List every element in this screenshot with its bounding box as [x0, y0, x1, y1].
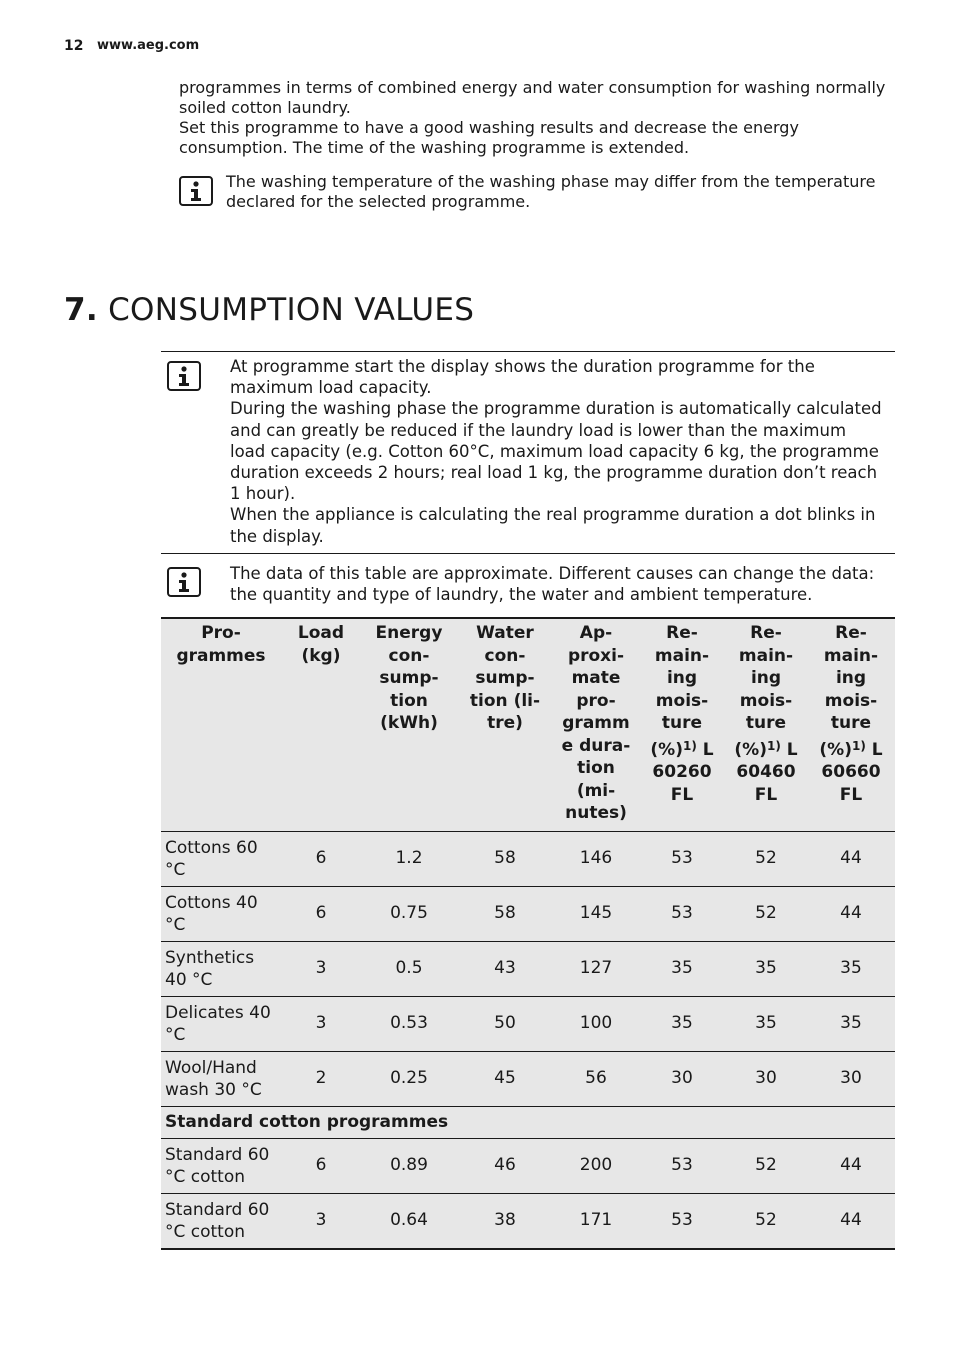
table-row — [161, 1051, 895, 1106]
value-cell: 146 — [553, 831, 639, 886]
value-cell: 3 — [281, 996, 361, 1051]
value-cell: 0.64 — [361, 1193, 457, 1249]
value-cell: 46 — [457, 1138, 553, 1193]
info-box-approximate — [161, 553, 895, 614]
table-row — [161, 1193, 895, 1249]
programme-cell: Delicates 40 °C — [161, 996, 281, 1051]
header-load: Load (kg) — [281, 618, 361, 831]
programme-cell: Standard 60 °C cotton — [161, 1138, 281, 1193]
programme-cell: Wool/Hand wash 30 °C — [161, 1051, 281, 1106]
value-cell: 127 — [553, 941, 639, 996]
header-moisture-2: Re-main-ing mois-ture (%)$^{1)}$ L 60460 FL — [725, 618, 807, 831]
value-cell: 56 — [553, 1051, 639, 1106]
table-row — [161, 831, 895, 886]
value-cell: 44 — [807, 1138, 895, 1193]
value-cell: 3 — [281, 1193, 361, 1249]
value-cell: 38 — [457, 1193, 553, 1249]
website-url: www.aeg.com — [97, 38, 200, 53]
value-cell: 0.53 — [361, 996, 457, 1051]
note-text: The washing temperature of the washing phase may differ from the temperature declared for the selected programme. — [226, 172, 876, 211]
value-cell: 44 — [807, 831, 895, 886]
programme-cell: Cottons 40 °C — [161, 886, 281, 941]
table-row — [161, 941, 895, 996]
value-cell: 35 — [807, 996, 895, 1051]
value-cell: 44 — [807, 886, 895, 941]
info-paragraph: At programme start the display shows the duration programme for the maximum load capacity. — [230, 357, 815, 398]
value-cell: 30 — [725, 1051, 807, 1106]
value-cell: 53 — [639, 886, 725, 941]
value-cell: 35 — [725, 941, 807, 996]
table-header-row — [161, 618, 895, 831]
value-cell: 0.25 — [361, 1051, 457, 1106]
value-cell: 6 — [281, 886, 361, 941]
value-cell: 145 — [553, 886, 639, 941]
value-cell: 6 — [281, 831, 361, 886]
programme-cell: Cottons 60 °C — [161, 831, 281, 886]
value-cell: 53 — [639, 1138, 725, 1193]
intro-paragraph: Set this programme to have a good washing results and decrease the energy consumption. The time of the washing programme is extended. — [179, 118, 799, 157]
page-number: 12 — [64, 38, 84, 54]
value-cell: 53 — [639, 1193, 725, 1249]
info-box-text — [230, 356, 885, 547]
info-paragraph: During the washing phase the programme duration is automatically calculated and can greatly be reduced if the laundry load is lower than the maximum load capacity (e.g. Cotton 60°C, maximum load capacity 6 kg, the programme duration exceeds 2 hours; real load 1 kg, the programme duration don’t reach 1 hour). — [230, 399, 882, 504]
value-cell: 45 — [457, 1051, 553, 1106]
header-programmes: Pro-grammes — [161, 618, 281, 831]
value-cell: 6 — [281, 1138, 361, 1193]
value-cell: 35 — [725, 996, 807, 1051]
intro-text — [179, 78, 891, 158]
header-moisture-1: Re-main-ing mois-ture (%)$^{1)}$ L 60260 FL — [639, 618, 725, 831]
info-icon — [167, 567, 201, 597]
section-number: 7. — [64, 292, 98, 328]
info-box-duration — [161, 351, 895, 554]
value-cell: 35 — [639, 941, 725, 996]
value-cell: 100 — [553, 996, 639, 1051]
header-water: Water con-sump-tion (li-tre) — [457, 618, 553, 831]
value-cell: 0.89 — [361, 1138, 457, 1193]
value-cell: 52 — [725, 831, 807, 886]
value-cell: 1.2 — [361, 831, 457, 886]
info-icon — [179, 176, 213, 206]
info-box-text: The data of this table are approximate. Different causes can change the data: the quantity and type of laundry, the water and ambient temperature. — [230, 564, 875, 605]
value-cell: 200 — [553, 1138, 639, 1193]
value-cell: 2 — [281, 1051, 361, 1106]
info-paragraph: When the appliance is calculating the real programme duration a dot blinks in the display. — [230, 505, 876, 546]
value-cell: 58 — [457, 831, 553, 886]
value-cell: 35 — [639, 996, 725, 1051]
table-row — [161, 886, 895, 941]
header-moisture-3: Re-main-ing mois-ture (%)$^{1)}$ L 60660 FL — [807, 618, 895, 831]
value-cell: 58 — [457, 886, 553, 941]
value-cell: 30 — [807, 1051, 895, 1106]
table-row — [161, 1138, 895, 1193]
table-row — [161, 996, 895, 1051]
value-cell: 53 — [639, 831, 725, 886]
value-cell: 52 — [725, 1138, 807, 1193]
value-cell: 44 — [807, 1193, 895, 1249]
value-cell: 50 — [457, 996, 553, 1051]
value-cell: 52 — [725, 886, 807, 941]
header-duration: Ap-proxi-mate pro-gramm e dura-tion (mi-nutes) — [553, 618, 639, 831]
value-cell: 52 — [725, 1193, 807, 1249]
table-section-row — [161, 1106, 895, 1138]
programme-cell: Synthetics 40 °C — [161, 941, 281, 996]
section-title: CONSUMPTION VALUES — [108, 292, 475, 328]
header-energy: Energy con-sump-tion (kWh) — [361, 618, 457, 831]
section-heading — [64, 292, 474, 328]
value-cell: 0.75 — [361, 886, 457, 941]
value-cell: 0.5 — [361, 941, 457, 996]
value-cell: 3 — [281, 941, 361, 996]
intro-paragraph: programmes in terms of combined energy and water consumption for washing normally soiled cotton laundry. — [179, 78, 886, 117]
value-cell: 30 — [639, 1051, 725, 1106]
section-label: Standard cotton programmes — [161, 1106, 895, 1138]
value-cell: 171 — [553, 1193, 639, 1249]
consumption-table — [161, 617, 895, 1250]
programme-cell: Standard 60 °C cotton — [161, 1193, 281, 1249]
value-cell: 35 — [807, 941, 895, 996]
value-cell: 43 — [457, 941, 553, 996]
info-icon — [167, 361, 201, 391]
